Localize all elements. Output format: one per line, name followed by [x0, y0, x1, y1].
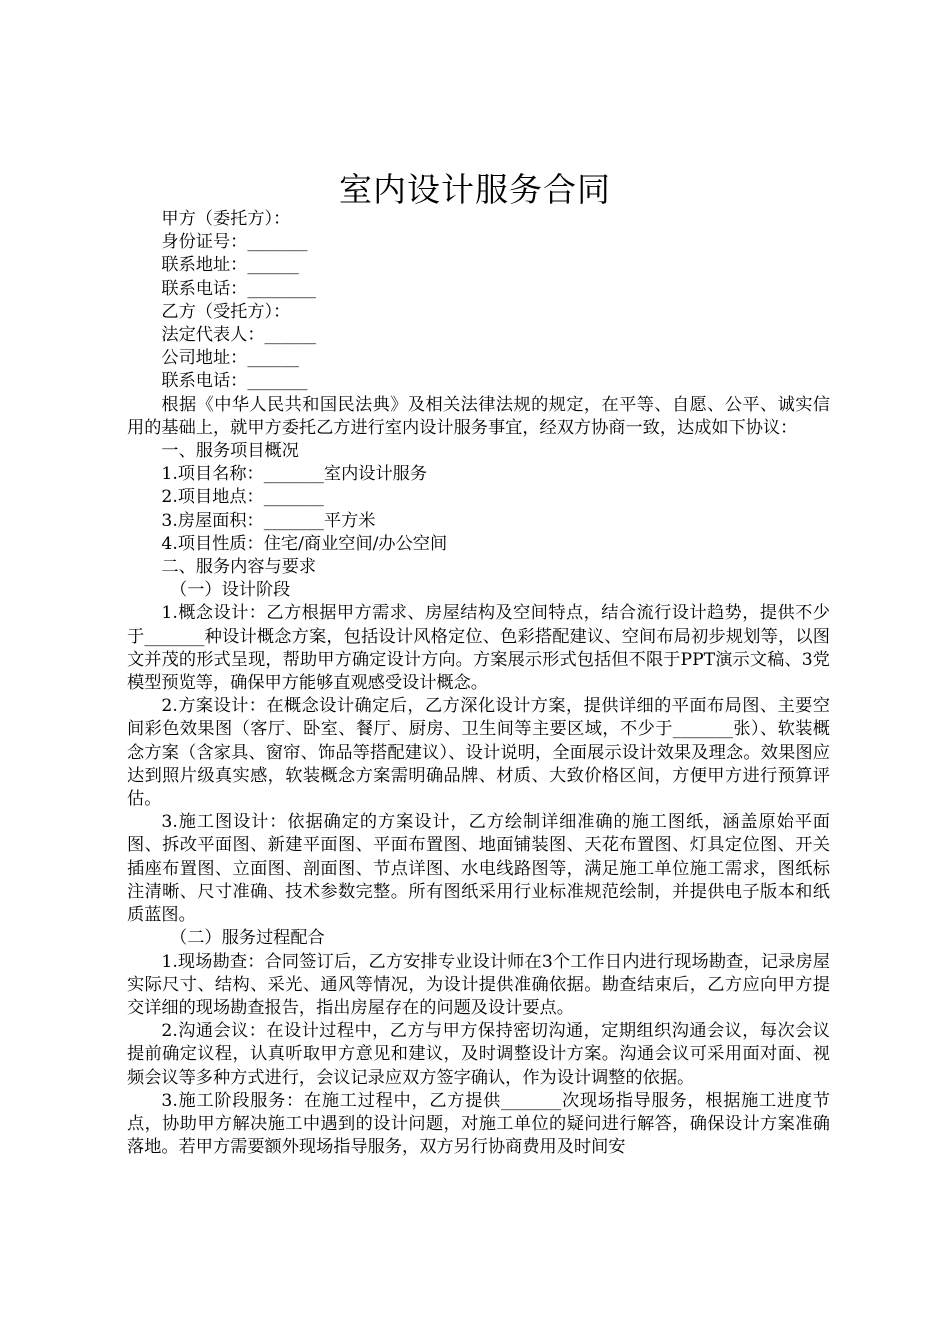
party-a-address: 联系地址：______	[161, 255, 299, 276]
house-area: 3.房屋面积：_______平方米	[161, 510, 376, 531]
section-heading: 二、服务内容与要求	[161, 557, 317, 578]
party-a-phone: 联系电话：________	[161, 278, 317, 299]
clause-paragraph: 2.沟通会议：在设计过程中，乙方与甲方保持密切沟通，定期组织沟通会议，每次会议提前确定议程，认真听取甲方意见和建议，及时调整设计方案。沟通会议可采用面对面、视频会议等多种方式进行，会议记录应双方签字确认，作为设计调整的依据。	[127, 1021, 830, 1088]
clause-paragraph: 1.现场勘查：合同签订后，乙方安排专业设计师在3个工作日内进行现场勘查，记录房屋实际尺寸、结构、采光、通风等情况，为设计提供准确依据。勘查结束后，乙方应向甲方提交详细的现场勘查报告，指出房屋存在的问题及设计要点。	[127, 951, 830, 1018]
clause-paragraph: 2.方案设计：在概念设计确定后，乙方深化设计方案，提供详细的平面布局图、主要空间彩色效果图（客厅、卧室、餐厅、厨房、卫生间等主要区域，不少于_______张）、软装概念方案（含家具、窗帘、饰品等搭配建议）、设计说明，全面展示设计效果及理念。效果图应达到照片级真实感，软装概念方案需明确品牌、材质、大致价格区间，方便甲方进行预算评估。	[127, 696, 830, 810]
party-b-legal-rep: 法定代表人：______	[161, 325, 317, 346]
preamble-paragraph: 根据《中华人民共和国民法典》及相关法律法规的规定，在平等、自愿、公平、诚实信用的基础上，就甲方委托乙方进行室内设计服务事宜，经双方协商一致，达成如下协议：	[127, 394, 830, 438]
party-b-phone: 联系电话：_______	[161, 371, 308, 392]
project-name: 1.项目名称：_______室内设计服务	[161, 464, 428, 485]
clause-paragraph: 3.施工图设计：依据确定的方案设计，乙方绘制详细准确的施工图纸，涵盖原始平面图、拆改平面图、新建平面图、平面布置图、地面铺装图、天花布置图、灯具定位图、开关插座布置图、立面图、剖面图、节点详图、水电线路图等，满足施工单位施工需求，图纸标注清晰、尺寸准确、技术参数完整。所有图纸采用行业标准规范绘制，并提供电子版本和纸质蓝图。	[127, 812, 830, 926]
party-b-label: 乙方（受托方）：	[161, 301, 291, 322]
document-body	[127, 208, 830, 1159]
clause-paragraph: 1.概念设计：乙方根据甲方需求、房屋结构及空间特点，结合流行设计趋势，提供不少于_______种设计概念方案，包括设计风格定位、色彩搭配建议、空间布局初步规划等，以图文并茂的形式呈现，帮助甲方确定设计方向。方案展示形式包括但不限于PPT演示文稿、3党模型预览等，确保甲方能够直观感受设计概念。	[127, 603, 830, 694]
document-title: 室内设计服务合同	[339, 170, 611, 209]
subsection-heading: （二）服务过程配合	[170, 928, 325, 949]
project-location: 2.项目地点：_______	[161, 487, 324, 508]
section-heading: 一、服务项目概况	[161, 441, 299, 462]
party-a-label: 甲方（委托方）：	[161, 209, 291, 229]
subsection-heading: （一）设计阶段	[170, 580, 291, 601]
party-b-address: 公司地址：______	[161, 348, 299, 369]
party-a-id-number: 身份证号：_______	[161, 232, 308, 253]
project-nature: 4.项目性质：住宅/商业空间/办公空间	[161, 533, 448, 554]
clause-paragraph: 3.施工阶段服务：在施工过程中，乙方提供_______次现场指导服务，根据施工进度节点，协助甲方解决施工中遇到的设计问题，对施工单位的疑问进行解答，确保设计方案准确落地。若甲方需要额外现场指导服务，双方另行协商费用及时间安	[127, 1090, 830, 1158]
